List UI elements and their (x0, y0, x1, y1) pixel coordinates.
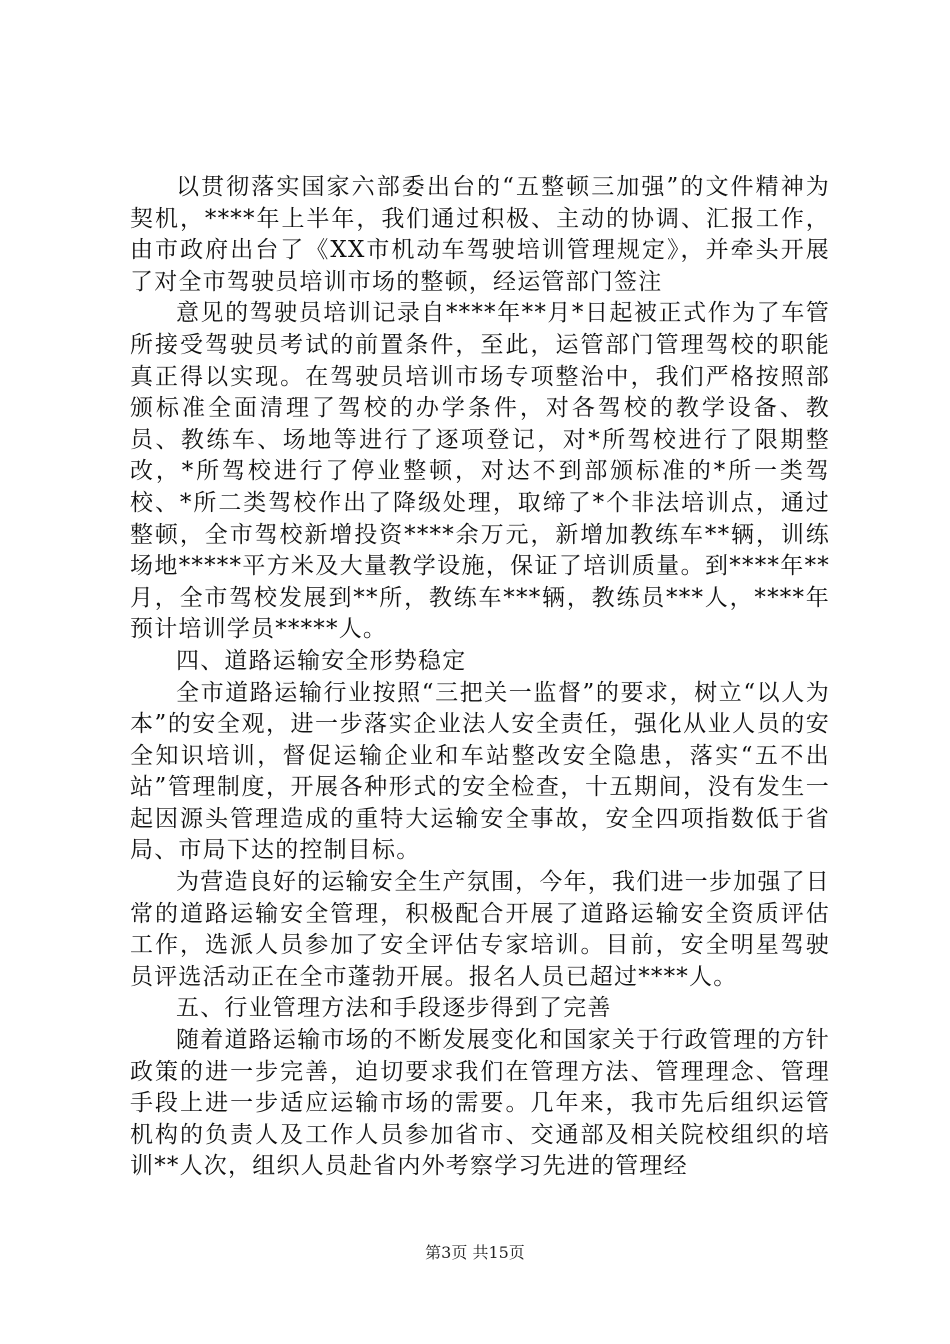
paragraph: 为营造良好的运输安全生产氛围，今年，我们进一步加强了日常的道路运输安全管理，积极配合开展了道路运输安全资质评估工作，选派人员参加了安全评估专家培训。目前，安全明星驾驶员评选活动正在全市蓬勃开展。报名人员已超过****人。 (130, 869, 830, 990)
paragraph: 意见的驾驶员培训记录自****年**月*日起被正式作为了车管所接受驾驶员考试的前置条件，至此，运管部门管理驾校的职能真正得以实现。在驾驶员培训市场专项整治中，我们严格按照部颁标准全面清理了驾校的办学条件，对各驾校的教学设备、教员、教练车、场地等进行了逐项登记，对*所驾校进行了限期整改，*所驾校进行了停业整顿，对达不到部颁标准的*所一类驾校、*所二类驾校作出了降级处理，取缔了*个非法培训点，通过整顿，全市驾校新增投资****余万元，新增加教练车**辆，训练场地*****平方米及大量教学设施，保证了培训质量。到****年**月，全市驾校发展到**所，教练车***辆，教练员***人，****年预计培训学员*****人。 (130, 300, 830, 643)
page-number-footer: 第3页 共15页 (425, 1243, 525, 1262)
paragraph: 全市道路运输行业按照“三把关一监督”的要求，树立“以人为本”的安全观，进一步落实企业法人安全责任，强化从业人员的安全知识培训，督促运输企业和车站整改安全隐患，落实“五不出站”管理制度，开展各种形式的安全检查，十五期间，没有发生一起因源头管理造成的重特大运输安全事故，安全四项指数低于省局、市局下达的控制目标。 (130, 679, 830, 864)
paragraph: 随着道路运输市场的不断发展变化和国家关于行政管理的方针政策的进一步完善，迫切要求我们在管理方法、管理理念、管理手段上进一步适应运输市场的需要。几年来，我市先后组织运管机构的负责人及工作人员参加省市、交通部及相关院校组织的培训**人次，组织人员赴省内外考察学习先进的管理经 (130, 1027, 830, 1180)
section-heading: 四、道路运输安全形势稳定 (176, 647, 467, 674)
paragraph: 以贯彻落实国家六部委出台的“五整顿三加强”的文件精神为契机，****年上半年，我们通过积极、主动的协调、汇报工作，由市政府出台了《XX市机动车驾驶培训管理规定》，并牵头开展了对全市驾驶员培训市场的整顿，经运管部门签注 (130, 174, 830, 295)
document-body (130, 172, 830, 1183)
section-heading: 五、行业管理方法和手段逐步得到了完善 (176, 995, 612, 1022)
